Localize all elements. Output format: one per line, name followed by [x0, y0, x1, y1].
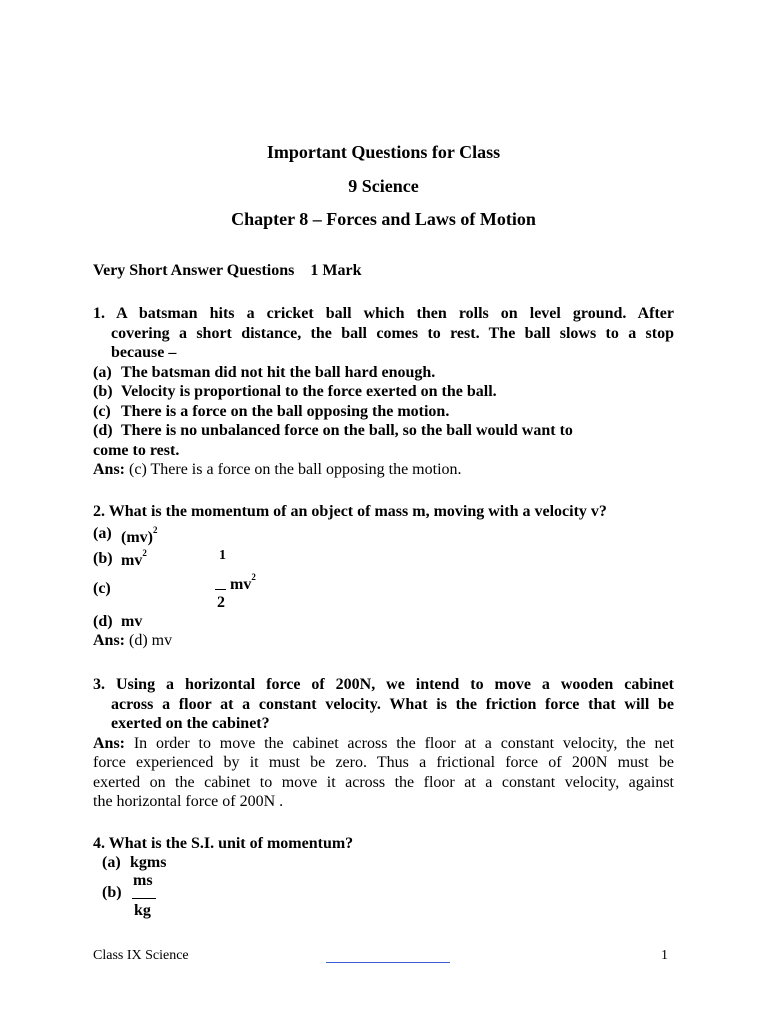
q4-option-b-numerator: ms: [133, 872, 153, 889]
q2-option-a: (a) (mv)$^2$: [93, 525, 158, 546]
q1-line1: 1. A batsman hits a cricket ball which then rolls on level ground. After: [93, 305, 674, 322]
q1-answer: Ans: (c) There is a force on the ball opposing the motion.: [93, 461, 462, 478]
section-heading: [93, 262, 361, 280]
q1-line2: covering a short distance, the ball comes to rest. The ball slows to a stop: [111, 324, 674, 342]
q3-line1: 3. Using a horizontal force of 200N, we intend to move a wooden cabinet: [93, 676, 675, 693]
q2-option-c: (c): [93, 580, 111, 597]
q3-answer-line4: the horizontal force of 200N .: [93, 793, 284, 810]
q2-option-b: (b) $mv^2$: [93, 548, 147, 569]
q4-option-b-fraction-bar: [132, 898, 156, 899]
q4-option-a: (a) kgms: [102, 854, 167, 871]
q3-answer-line3: exerted on the cabinet to move it across the floor at a constant velocity, against: [93, 773, 674, 791]
q3-answer-line2: force experienced by it must be zero. Thus a frictional force of 200N must be: [93, 754, 674, 771]
q1-line3: because –: [111, 344, 177, 361]
q3-answer-line1: Ans: In order to move the cabinet across the floor at a constant velocity, the net: [93, 734, 675, 752]
question-2: [93, 502, 674, 522]
page-number: 1: [661, 948, 668, 963]
footer-label: Class IX Science: [93, 948, 189, 963]
doc-title-line2: 9 Science: [348, 176, 419, 196]
q4-option-b: (b): [102, 884, 122, 901]
section-label: Very Short Answer Questions: [93, 262, 295, 279]
question-4: [93, 834, 674, 854]
document-page: [93, 0, 674, 1024]
section-marks: 1 Mark: [310, 262, 362, 279]
question-1: [93, 304, 674, 480]
q2-text: 2. What is the momentum of an object of mass m, moving with a velocity v?: [93, 503, 607, 520]
q1-option-d-cont: come to rest.: [93, 441, 180, 459]
q4-option-b-denominator: kg: [134, 902, 151, 919]
q2-option-d: (d) mv: [93, 613, 143, 630]
chapter-title: Chapter 8 – Forces and Laws of Motion: [231, 209, 536, 229]
doc-title-line1: Important Questions for Class: [266, 142, 501, 162]
q2-option-c-numerator: 1: [219, 548, 226, 563]
q1-option-b: (b) Velocity is proportional to the force exerted on the ball.: [93, 383, 497, 400]
question-3: [93, 675, 674, 812]
q1-option-a: (a) The batsman did not hit the ball hard enough.: [93, 363, 436, 381]
q3-line2: across a floor at a constant velocity. What is the friction force that will be: [111, 695, 674, 713]
q3-line3: exerted on the cabinet?: [111, 715, 270, 732]
q2-option-c-fraction-bar: [215, 589, 226, 590]
q1-option-d: (d) There is no unbalanced force on the ball, so the ball would want to: [93, 422, 573, 439]
q1-option-c: (c) There is a force on the ball opposing the motion.: [93, 402, 450, 420]
q4-text: 4. What is the S.I. unit of momentum?: [93, 835, 354, 852]
q2-answer: Ans: (d) mv: [93, 632, 173, 649]
footer-link[interactable]: [326, 948, 450, 963]
q2-option-c-term: $mv^2$: [230, 572, 256, 593]
q2-option-c-denominator: 2: [217, 594, 225, 611]
